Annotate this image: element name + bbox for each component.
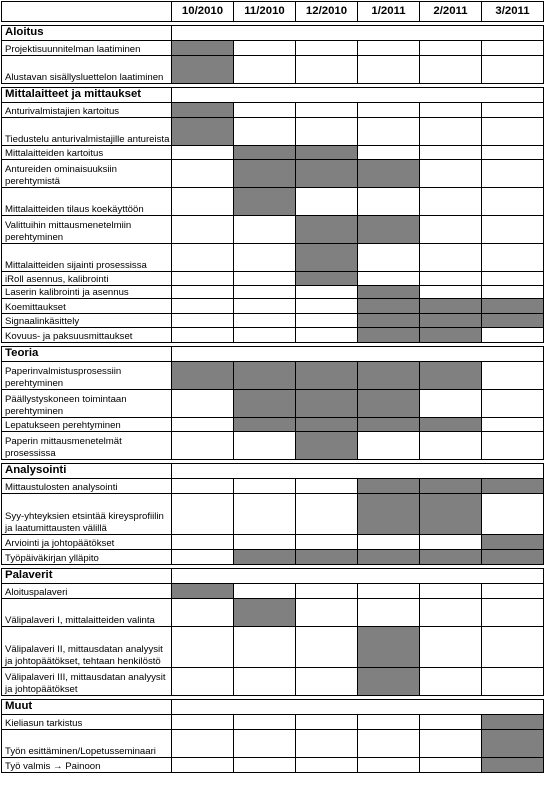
timeline-cell bbox=[420, 668, 482, 696]
timeline-cell-active bbox=[420, 328, 482, 343]
timeline-cell bbox=[420, 286, 482, 299]
section-row bbox=[2, 88, 544, 103]
section-blank-cell bbox=[172, 464, 234, 479]
section-blank-cell bbox=[482, 26, 544, 41]
timeline-cell bbox=[420, 715, 482, 730]
timeline-cell bbox=[296, 299, 358, 314]
timeline-cell-active bbox=[358, 362, 420, 390]
timeline-cell bbox=[482, 160, 544, 188]
timeline-cell bbox=[234, 432, 296, 460]
timeline-cell bbox=[482, 286, 544, 299]
timeline-cell-active bbox=[296, 550, 358, 565]
timeline-cell-active bbox=[234, 418, 296, 432]
section-blank-cell bbox=[420, 347, 482, 362]
section-blank-cell bbox=[482, 700, 544, 715]
timeline-cell bbox=[296, 627, 358, 668]
timeline-cell-active bbox=[482, 550, 544, 565]
timeline-cell bbox=[172, 272, 234, 286]
timeline-cell bbox=[234, 286, 296, 299]
section-blank-cell bbox=[296, 569, 358, 584]
task-name: Syy-yhteyksien etsintää kireysprofiilin ja laatumittausten välillä bbox=[2, 494, 172, 535]
timeline-cell bbox=[420, 188, 482, 216]
timeline-cell-active bbox=[482, 535, 544, 550]
task-name: Koemittaukset bbox=[2, 299, 172, 314]
timeline-cell bbox=[172, 160, 234, 188]
timeline-cell-active bbox=[358, 668, 420, 696]
task-row bbox=[2, 494, 544, 535]
timeline-cell bbox=[358, 432, 420, 460]
timeline-cell-active bbox=[420, 418, 482, 432]
section-blank-cell bbox=[420, 88, 482, 103]
timeline-cell bbox=[358, 715, 420, 730]
timeline-cell bbox=[234, 479, 296, 494]
task-row bbox=[2, 418, 544, 432]
task-name: iRoll asennus, kalibrointi bbox=[2, 272, 172, 286]
section-blank-cell bbox=[172, 26, 234, 41]
task-row bbox=[2, 715, 544, 730]
timeline-cell-active bbox=[234, 160, 296, 188]
timeline-cell bbox=[234, 216, 296, 244]
timeline-cell-active bbox=[358, 314, 420, 328]
task-name: Paperinvalmistusprosessiin perehtyminen bbox=[2, 362, 172, 390]
section-blank-cell bbox=[234, 88, 296, 103]
timeline-cell bbox=[482, 41, 544, 56]
timeline-cell bbox=[172, 550, 234, 565]
timeline-cell bbox=[234, 56, 296, 84]
section-blank-cell bbox=[358, 569, 420, 584]
timeline-cell bbox=[420, 627, 482, 668]
timeline-cell bbox=[172, 216, 234, 244]
task-row bbox=[2, 103, 544, 118]
task-row bbox=[2, 286, 544, 299]
section-blank-cell bbox=[482, 347, 544, 362]
timeline-cell bbox=[420, 146, 482, 160]
section-blank-cell bbox=[172, 569, 234, 584]
section-blank-cell bbox=[420, 26, 482, 41]
timeline-cell bbox=[358, 584, 420, 599]
timeline-cell bbox=[234, 244, 296, 272]
timeline-cell bbox=[482, 390, 544, 418]
section-blank-cell bbox=[420, 700, 482, 715]
timeline-cell-active bbox=[296, 146, 358, 160]
timeline-cell-active bbox=[358, 494, 420, 535]
task-name: Alustavan sisällysluettelon laatiminen bbox=[2, 56, 172, 84]
timeline-cell-active bbox=[296, 362, 358, 390]
task-row bbox=[2, 146, 544, 160]
timeline-cell-active bbox=[358, 286, 420, 299]
task-name: Projektisuunnitelman laatiminen bbox=[2, 41, 172, 56]
timeline-cell bbox=[296, 494, 358, 535]
timeline-cell bbox=[172, 299, 234, 314]
timeline-cell bbox=[420, 390, 482, 418]
timeline-cell bbox=[296, 758, 358, 773]
task-name: Työ valmis → Painoon bbox=[2, 758, 172, 773]
timeline-cell-active bbox=[420, 550, 482, 565]
task-row bbox=[2, 118, 544, 146]
timeline-cell-active bbox=[358, 328, 420, 343]
timeline-cell-active bbox=[358, 299, 420, 314]
task-name: Työpäiväkirjan ylläpito bbox=[2, 550, 172, 565]
timeline-cell-active bbox=[296, 272, 358, 286]
timeline-cell bbox=[482, 418, 544, 432]
timeline-cell-active bbox=[172, 118, 234, 146]
timeline-cell-active bbox=[420, 479, 482, 494]
task-name: Kieliasun tarkistus bbox=[2, 715, 172, 730]
task-name: Lepatukseen perehtyminen bbox=[2, 418, 172, 432]
month-header: 12/2010 bbox=[296, 2, 358, 22]
section-blank-cell bbox=[296, 26, 358, 41]
timeline-cell bbox=[482, 599, 544, 627]
timeline-cell bbox=[172, 314, 234, 328]
timeline-cell-active bbox=[296, 216, 358, 244]
timeline-cell bbox=[296, 599, 358, 627]
task-name: Mittalaitteiden sijainti prosessissa bbox=[2, 244, 172, 272]
timeline-cell-active bbox=[358, 160, 420, 188]
timeline-cell bbox=[172, 627, 234, 668]
timeline-cell bbox=[358, 56, 420, 84]
section-blank-cell bbox=[420, 569, 482, 584]
timeline-cell bbox=[296, 715, 358, 730]
timeline-cell-active bbox=[482, 479, 544, 494]
timeline-cell bbox=[234, 535, 296, 550]
timeline-cell bbox=[482, 56, 544, 84]
timeline-cell bbox=[482, 627, 544, 668]
timeline-cell bbox=[296, 535, 358, 550]
timeline-cell bbox=[420, 584, 482, 599]
corner-cell bbox=[2, 2, 172, 22]
timeline-cell bbox=[296, 286, 358, 299]
task-row bbox=[2, 584, 544, 599]
section-title: Teoria bbox=[2, 347, 172, 362]
timeline-cell bbox=[234, 715, 296, 730]
timeline-cell-active bbox=[172, 41, 234, 56]
timeline-cell-active bbox=[482, 314, 544, 328]
section-blank-cell bbox=[234, 569, 296, 584]
timeline-cell bbox=[296, 56, 358, 84]
timeline-cell bbox=[234, 494, 296, 535]
timeline-cell-active bbox=[234, 390, 296, 418]
timeline-cell bbox=[420, 432, 482, 460]
timeline-cell-active bbox=[296, 160, 358, 188]
timeline-cell bbox=[420, 103, 482, 118]
task-name: Laserin kalibrointi ja asennus bbox=[2, 286, 172, 299]
timeline-cell-active bbox=[358, 479, 420, 494]
timeline-cell bbox=[482, 118, 544, 146]
task-row bbox=[2, 244, 544, 272]
timeline-cell bbox=[172, 758, 234, 773]
task-row bbox=[2, 188, 544, 216]
timeline-cell bbox=[420, 41, 482, 56]
section-blank-cell bbox=[482, 88, 544, 103]
timeline-cell bbox=[172, 390, 234, 418]
timeline-cell bbox=[172, 535, 234, 550]
section-row bbox=[2, 700, 544, 715]
timeline-cell bbox=[482, 216, 544, 244]
timeline-cell-active bbox=[482, 730, 544, 758]
timeline-cell bbox=[482, 494, 544, 535]
task-row bbox=[2, 328, 544, 343]
timeline-cell-active bbox=[358, 627, 420, 668]
section-blank-cell bbox=[358, 464, 420, 479]
timeline-cell bbox=[420, 599, 482, 627]
task-name: Mittaustulosten analysointi bbox=[2, 479, 172, 494]
task-row bbox=[2, 535, 544, 550]
section-blank-cell bbox=[296, 88, 358, 103]
task-name: Kovuus- ja paksuusmittaukset bbox=[2, 328, 172, 343]
timeline-cell-active bbox=[420, 299, 482, 314]
section-title: Analysointi bbox=[2, 464, 172, 479]
timeline-cell bbox=[482, 188, 544, 216]
task-row bbox=[2, 758, 544, 773]
section-title: Mittalaitteet ja mittaukset bbox=[2, 88, 172, 103]
timeline-cell-active bbox=[234, 599, 296, 627]
section-title: Palaverit bbox=[2, 569, 172, 584]
task-name: Antureiden ominaisuuksiin perehtymistä bbox=[2, 160, 172, 188]
task-name: Välipalaveri II, mittausdatan analyysit ja johtopäätökset, tehtaan henkilöstö bbox=[2, 627, 172, 668]
timeline-cell bbox=[234, 103, 296, 118]
timeline-cell bbox=[482, 584, 544, 599]
section-blank-cell bbox=[296, 700, 358, 715]
timeline-cell-active bbox=[234, 362, 296, 390]
timeline-cell bbox=[296, 328, 358, 343]
timeline-cell bbox=[420, 244, 482, 272]
section-blank-cell bbox=[358, 88, 420, 103]
timeline-cell bbox=[420, 118, 482, 146]
task-row bbox=[2, 272, 544, 286]
timeline-cell bbox=[420, 535, 482, 550]
task-row bbox=[2, 599, 544, 627]
timeline-cell bbox=[172, 146, 234, 160]
section-blank-cell bbox=[296, 347, 358, 362]
timeline-cell bbox=[172, 432, 234, 460]
task-row bbox=[2, 160, 544, 188]
timeline-cell bbox=[296, 118, 358, 146]
timeline-cell bbox=[234, 118, 296, 146]
timeline-cell bbox=[358, 118, 420, 146]
timeline-cell bbox=[420, 216, 482, 244]
timeline-cell bbox=[358, 535, 420, 550]
timeline-cell bbox=[234, 272, 296, 286]
timeline-cell bbox=[420, 758, 482, 773]
timeline-cell bbox=[234, 584, 296, 599]
timeline-cell bbox=[482, 328, 544, 343]
timeline-cell-active bbox=[172, 103, 234, 118]
timeline-cell bbox=[420, 730, 482, 758]
timeline-cell bbox=[296, 314, 358, 328]
section-title: Muut bbox=[2, 700, 172, 715]
timeline-cell bbox=[234, 668, 296, 696]
timeline-cell bbox=[234, 328, 296, 343]
task-row bbox=[2, 56, 544, 84]
timeline-cell bbox=[296, 668, 358, 696]
section-blank-cell bbox=[234, 464, 296, 479]
timeline-cell bbox=[482, 146, 544, 160]
section-blank-cell bbox=[296, 464, 358, 479]
task-name: Työn esittäminen/Lopetusseminaari bbox=[2, 730, 172, 758]
timeline-cell bbox=[420, 272, 482, 286]
timeline-cell bbox=[482, 103, 544, 118]
timeline-cell-active bbox=[172, 362, 234, 390]
timeline-cell bbox=[482, 668, 544, 696]
timeline-cell-active bbox=[172, 584, 234, 599]
task-row bbox=[2, 314, 544, 328]
timeline-cell-active bbox=[482, 299, 544, 314]
timeline-cell bbox=[482, 362, 544, 390]
section-blank-cell bbox=[172, 347, 234, 362]
task-row bbox=[2, 668, 544, 696]
schedule-table bbox=[1, 1, 544, 773]
timeline-cell-active bbox=[234, 188, 296, 216]
timeline-cell bbox=[172, 418, 234, 432]
timeline-cell-active bbox=[234, 146, 296, 160]
timeline-cell-active bbox=[482, 758, 544, 773]
timeline-cell-active bbox=[296, 244, 358, 272]
task-name: Anturivalmistajien kartoitus bbox=[2, 103, 172, 118]
task-row bbox=[2, 362, 544, 390]
timeline-cell bbox=[172, 730, 234, 758]
timeline-cell bbox=[358, 599, 420, 627]
timeline-cell-active bbox=[358, 216, 420, 244]
task-name: Välipalaveri III, mittausdatan analyysit ja johtopäätökset bbox=[2, 668, 172, 696]
timeline-cell-active bbox=[420, 362, 482, 390]
task-row bbox=[2, 41, 544, 56]
section-row bbox=[2, 464, 544, 479]
section-title: Aloitus bbox=[2, 26, 172, 41]
section-row bbox=[2, 569, 544, 584]
timeline-cell-active bbox=[296, 418, 358, 432]
timeline-cell bbox=[358, 188, 420, 216]
task-name: Mittalaitteiden tilaus koekäyttöön bbox=[2, 188, 172, 216]
month-header: 1/2011 bbox=[358, 2, 420, 22]
task-row bbox=[2, 730, 544, 758]
timeline-cell bbox=[234, 314, 296, 328]
section-blank-cell bbox=[358, 700, 420, 715]
task-name: Päällystyskoneen toimintaan perehtyminen bbox=[2, 390, 172, 418]
section-blank-cell bbox=[172, 700, 234, 715]
section-blank-cell bbox=[482, 464, 544, 479]
task-row bbox=[2, 550, 544, 565]
timeline-cell bbox=[296, 41, 358, 56]
task-name: Paperin mittausmenetelmät prosessissa bbox=[2, 432, 172, 460]
timeline-cell bbox=[296, 103, 358, 118]
timeline-cell-active bbox=[358, 550, 420, 565]
task-name: Mittalaitteiden kartoitus bbox=[2, 146, 172, 160]
section-blank-cell bbox=[358, 26, 420, 41]
timeline-cell-active bbox=[482, 715, 544, 730]
section-blank-cell bbox=[172, 88, 234, 103]
timeline-cell bbox=[234, 758, 296, 773]
task-name: Välipalaveri I, mittalaitteiden valinta bbox=[2, 599, 172, 627]
section-blank-cell bbox=[482, 569, 544, 584]
timeline-cell-active bbox=[358, 390, 420, 418]
timeline-cell bbox=[172, 494, 234, 535]
timeline-cell bbox=[358, 146, 420, 160]
section-blank-cell bbox=[420, 464, 482, 479]
header-row bbox=[2, 2, 544, 22]
section-row bbox=[2, 26, 544, 41]
task-row bbox=[2, 432, 544, 460]
timeline-cell-active bbox=[420, 494, 482, 535]
task-row bbox=[2, 299, 544, 314]
month-header: 10/2010 bbox=[172, 2, 234, 22]
timeline-cell bbox=[296, 479, 358, 494]
timeline-cell bbox=[358, 103, 420, 118]
task-name: Valittuihin mittausmenetelmiin perehtyminen bbox=[2, 216, 172, 244]
timeline-cell bbox=[420, 56, 482, 84]
task-row bbox=[2, 627, 544, 668]
task-row bbox=[2, 479, 544, 494]
timeline-cell bbox=[234, 41, 296, 56]
timeline-cell bbox=[296, 584, 358, 599]
task-name: Tiedustelu anturivalmistajille antureista bbox=[2, 118, 172, 146]
timeline-cell-active bbox=[358, 418, 420, 432]
timeline-cell bbox=[234, 730, 296, 758]
task-name: Signaalinkäsittely bbox=[2, 314, 172, 328]
section-blank-cell bbox=[234, 26, 296, 41]
timeline-cell-active bbox=[296, 390, 358, 418]
timeline-cell-active bbox=[296, 432, 358, 460]
task-row bbox=[2, 216, 544, 244]
timeline-cell bbox=[482, 272, 544, 286]
timeline-cell bbox=[358, 272, 420, 286]
section-blank-cell bbox=[234, 700, 296, 715]
section-blank-cell bbox=[358, 347, 420, 362]
timeline-cell bbox=[358, 758, 420, 773]
task-row bbox=[2, 390, 544, 418]
timeline-cell bbox=[172, 668, 234, 696]
timeline-cell bbox=[172, 715, 234, 730]
timeline-cell-active bbox=[234, 550, 296, 565]
timeline-cell-active bbox=[420, 314, 482, 328]
timeline-cell bbox=[358, 244, 420, 272]
timeline-cell bbox=[482, 244, 544, 272]
timeline-cell bbox=[420, 160, 482, 188]
timeline-cell bbox=[172, 328, 234, 343]
timeline-cell bbox=[482, 432, 544, 460]
timeline-cell bbox=[358, 41, 420, 56]
timeline-cell bbox=[234, 299, 296, 314]
section-row bbox=[2, 347, 544, 362]
month-header: 11/2010 bbox=[234, 2, 296, 22]
timeline-cell bbox=[172, 286, 234, 299]
task-name: Arviointi ja johtopäätökset bbox=[2, 535, 172, 550]
timeline-cell bbox=[172, 244, 234, 272]
month-header: 3/2011 bbox=[482, 2, 544, 22]
timeline-cell-active bbox=[172, 56, 234, 84]
timeline-cell bbox=[296, 188, 358, 216]
timeline-cell bbox=[296, 730, 358, 758]
timeline-cell bbox=[172, 479, 234, 494]
timeline-cell bbox=[172, 599, 234, 627]
timeline-cell bbox=[234, 627, 296, 668]
task-name: Aloituspalaveri bbox=[2, 584, 172, 599]
timeline-cell bbox=[358, 730, 420, 758]
timeline-cell bbox=[172, 188, 234, 216]
month-header: 2/2011 bbox=[420, 2, 482, 22]
section-blank-cell bbox=[234, 347, 296, 362]
